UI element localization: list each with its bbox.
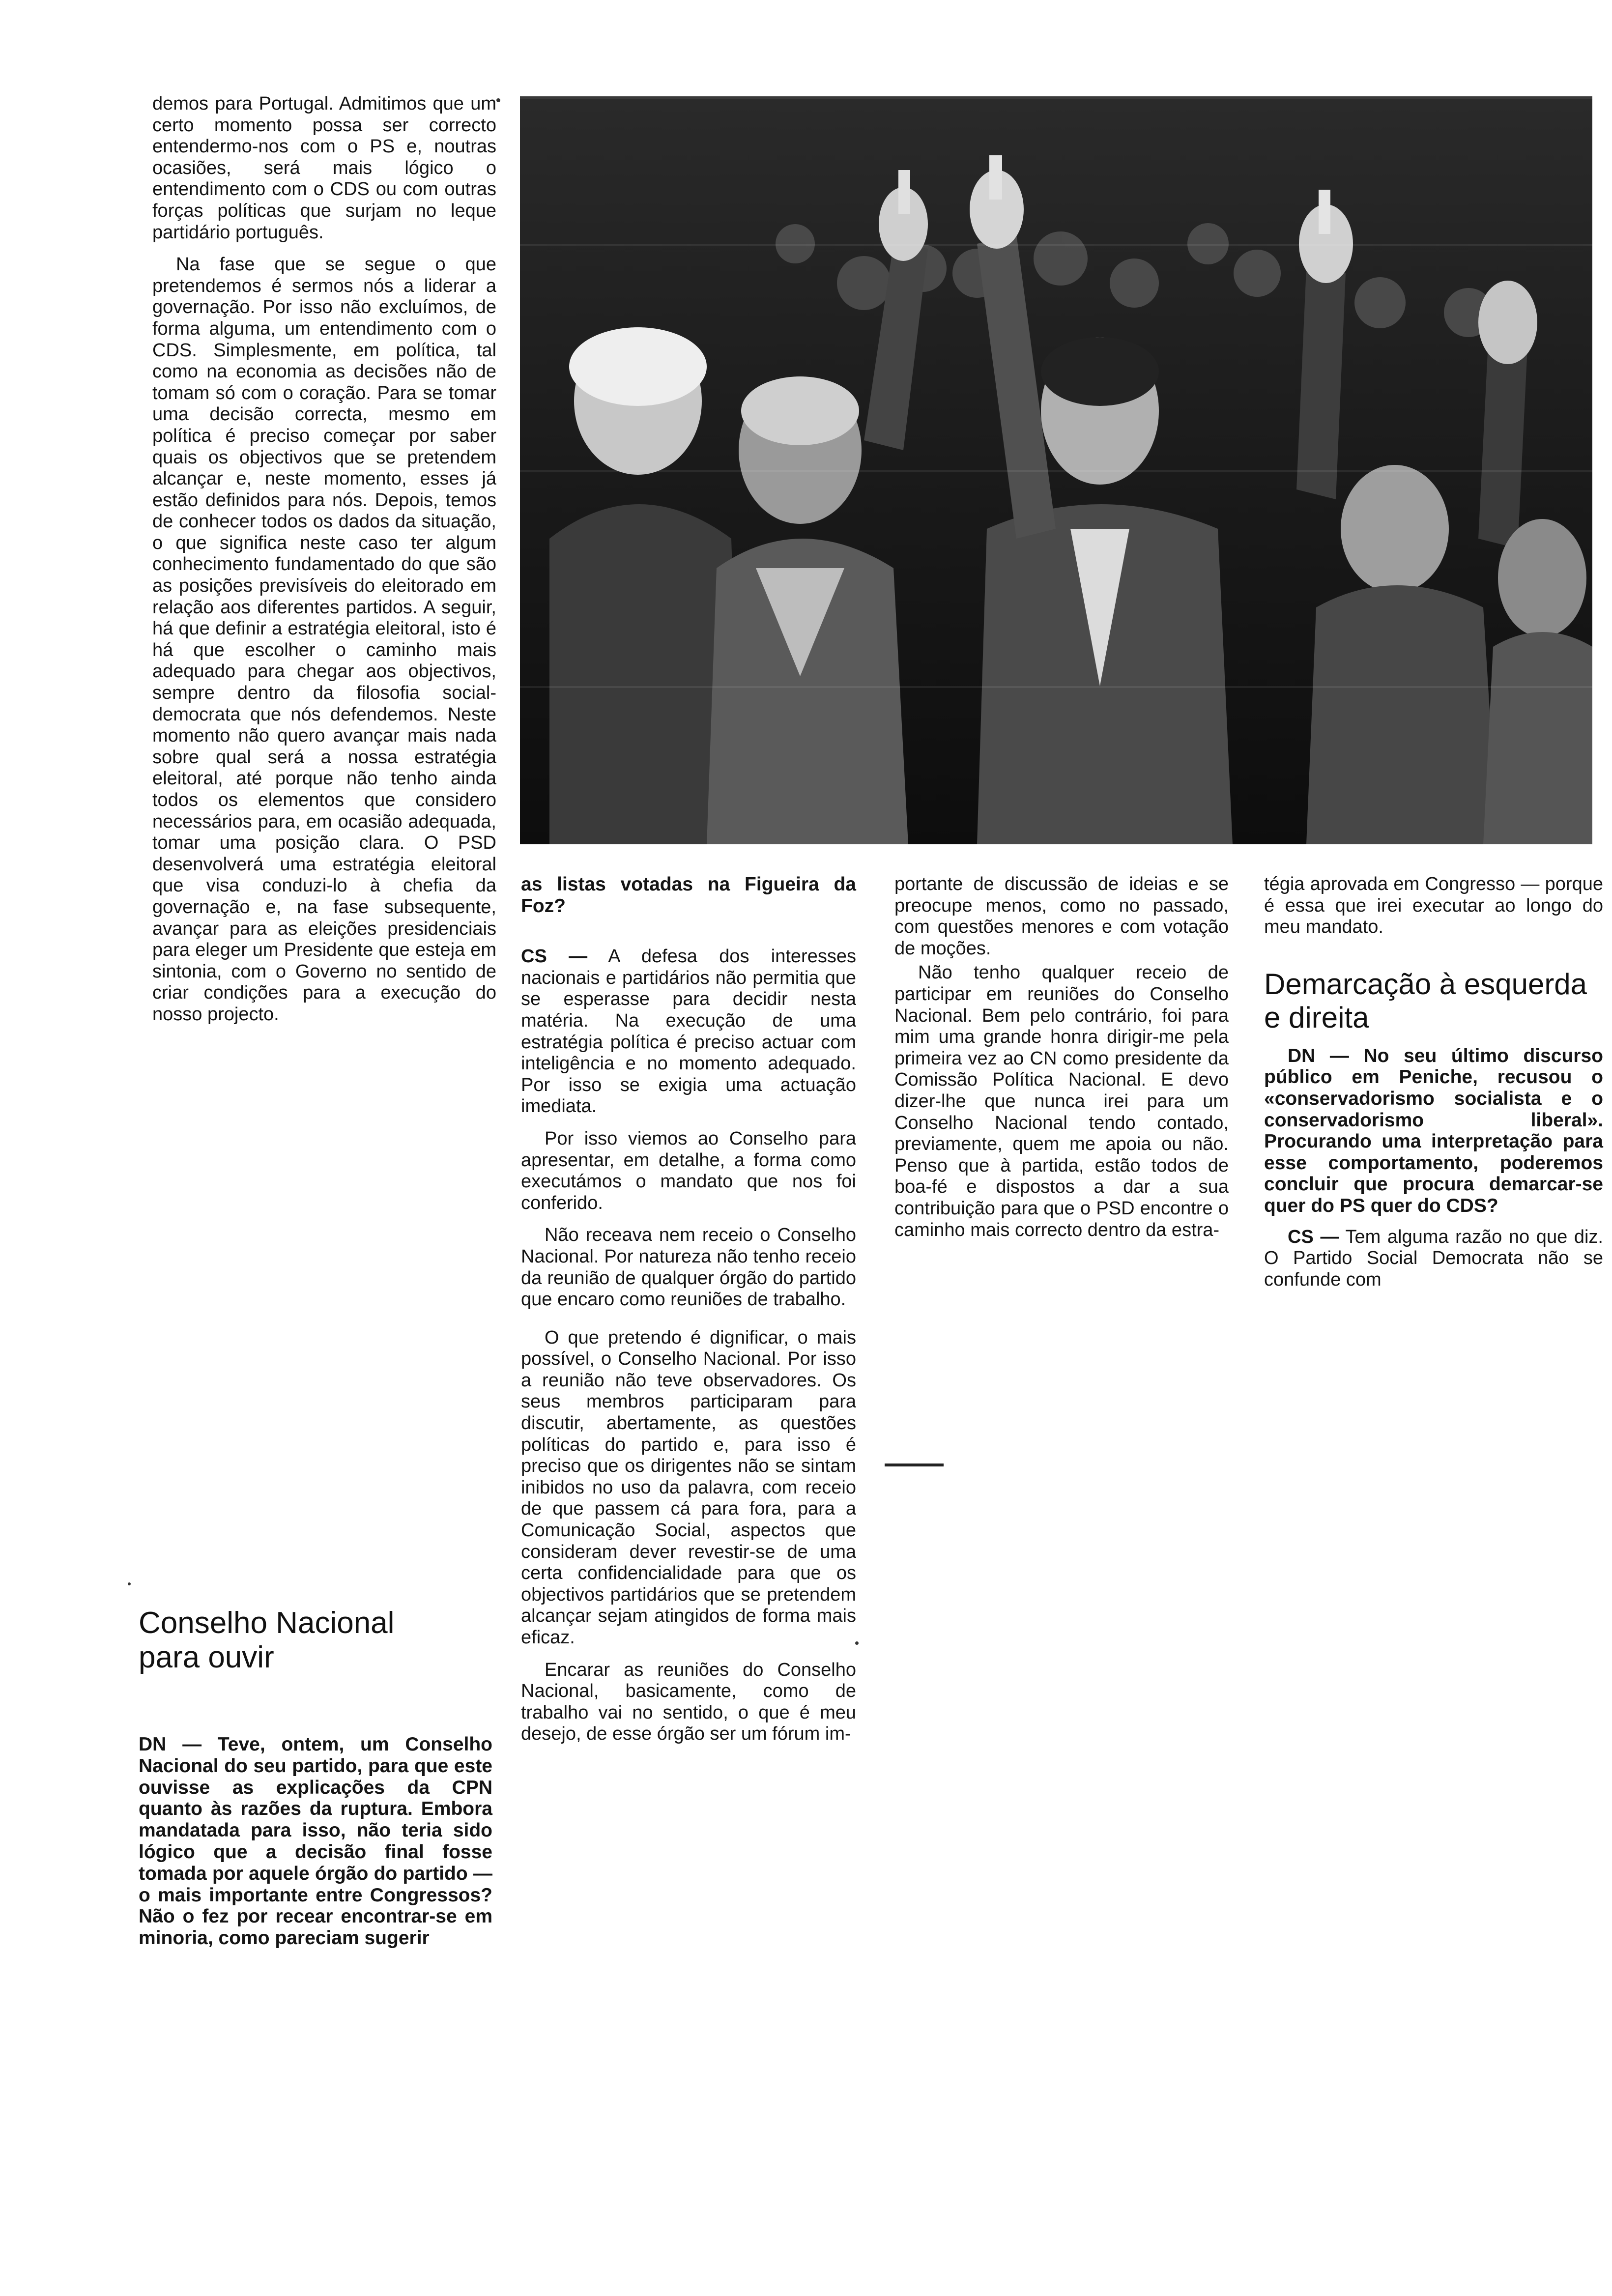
answer-lead: CS — bbox=[521, 946, 588, 967]
interview-answer bbox=[1264, 1227, 1603, 1291]
interview-answer bbox=[521, 946, 856, 1118]
article-paragraph: tégia aprovada em Congresso — porque é essa que irei executar ao longo do meu mandato. bbox=[1264, 874, 1603, 938]
article-paragraph: Na fase que se segue o que pretendemos é sermos nós a liderar a governação. Por isso não excluímos, de forma alguma, um entendimento com o CDS. Simplesmente, em política, tal como na economia as decisões não de tomam só com o coração. Para se tomar uma decisão correcta, mesmo em política é preciso começar por saber quais os objectivos que se pretendem alcançar e, neste momento, esses já estão definidos para nós. Depois, temos de conhecer todos os dados da situação, o que significa neste caso ter algum conhecimento fundamentado do que são as posições previsíveis do eleitorado em relação aos diferentes partidos. A seguir, há que definir a estratégia eleitoral, isto é há que escolher o caminho mais adequado para chegar aos objectivos, sempre dentro da filosofia social-democrata que nós defendemos. Neste momento não quero avançar mais nada sobre qual será a nossa estratégia eleitoral, até porque não tenho ainda todos os elementos que considero necessários para, em ocasião adequada, tomar uma posição clara. O PSD desenvolverá uma estratégia eleitoral que visa conduzi-lo à chefia da governação e, na fase subsequente, avançar para as eleições presidenciais para eleger um Presidente que esteja em sintonia, com o Governo no sentido de criar condições para a execução do nosso projecto. bbox=[152, 254, 496, 1025]
article-column-4 bbox=[1264, 874, 1603, 1291]
article-paragraph: demos para Portugal. Admitimos que um certo momento possa ser correcto entendermo-nos com o PS e, noutras ocasiões, será mais lógico o entendimento com o CDS ou com outras forças políticas que surjam no leque partidário português. bbox=[152, 93, 496, 243]
scan-speck bbox=[496, 98, 500, 102]
scan-speck bbox=[128, 1582, 131, 1585]
article-column-1 bbox=[152, 93, 496, 1026]
article-paragraph: O que pretendo é dignificar, o mais possível, o Conselho Nacional. Por isso a reunião não teve observadores. Os seus membros participaram para discutir, abertamente, as questões políticas do partido e, para isso é preciso que os dirigentes não se sintam inibidos no uso da palavra, com receio de que passem cá para fora, para a Comunicação Social, aspectos que consideram dever revestir-se de uma certa confidencialidade para que os objectivos partidários que se pretendem alcançar sejam atingidos de forma mais eficaz. bbox=[521, 1327, 856, 1648]
rally-photograph bbox=[520, 96, 1592, 844]
interview-question-end: as listas votadas na Figueira da Foz? bbox=[521, 874, 856, 917]
article-paragraph: Não receava nem receio o Conselho Nacional. Por natureza não tenho receio da reunião de qualquer órgão do partido que encaro como reuniões de trabalho. bbox=[521, 1225, 856, 1310]
answer-text: Tem alguma razão no que diz. O Partido Social Democrata não se confunde com bbox=[1264, 1226, 1603, 1290]
interview-question: DN — Teve, ontem, um Conselho Nacional do seu partido, para que este ouvisse as explicações da CPN quanto às razões da ruptura. Embora mandatada para isso, não teria sido lógico que a decisão final fosse tomada por aquele órgão do partido — o mais importante entre Congressos? Não o fez por recear encontrar-se em minoria, como pareciam sugerir bbox=[139, 1734, 492, 1949]
section-heading-demarcacao: Demarcação à esquerda e direita bbox=[1264, 967, 1587, 1034]
answer-text: A defesa dos interesses nacionais e partidários não permitia que se esperasse para decidir nesta matéria. Na execução de uma estratégia política é preciso actuar com inteligência e no momento adequado. Por isso se exigia uma actuação imediata. bbox=[521, 946, 856, 1117]
answer-lead: CS — bbox=[1288, 1226, 1339, 1247]
article-column-3 bbox=[894, 874, 1229, 1241]
article-paragraph: Não tenho qualquer receio de participar em reuniões do Conselho Nacional. Bem pelo contrário, foi para mim uma grande honra dirigir-me pela primeira vez ao CN como presidente da Comissão Política Nacional. E devo dizer-lhe que nunca irei para um Conselho Nacional tendo contado, previamente, quem me apoia ou não. Penso que à partida, estão todos de boa-fé e dispostos a dar a sua contribuição para que o PSD encontre o caminho mais correcto dentro da estra- bbox=[894, 962, 1229, 1240]
article-column-2 bbox=[521, 874, 856, 1745]
column-rule bbox=[885, 1464, 944, 1466]
article-paragraph: Encarar as reuniões do Conselho Nacional, basicamente, como de trabalho vai no sentido, o que é meu desejo, de esse órgão ser um fórum im- bbox=[521, 1659, 856, 1745]
section-heading-conselho: Conselho Nacional para ouvir bbox=[139, 1606, 395, 1674]
scan-speck bbox=[855, 1641, 859, 1645]
section-column-1 bbox=[139, 1606, 492, 1949]
article-paragraph: Por isso viemos ao Conselho para apresentar, em detalhe, a forma como executámos o mandato que nos foi conferido. bbox=[521, 1128, 856, 1213]
interview-question: DN — No seu último discurso público em Peniche, recusou o «conservadorismo socialista e o conservadorismo liberal». Procurando uma interpretação para esse comportamento, poderemos concluir que procura demarcar-se quer do PS quer do CDS? bbox=[1264, 1045, 1603, 1216]
article-paragraph: portante de discussão de ideias e se preocupe menos, como no passado, com questões menores e com votação de moções. bbox=[894, 874, 1229, 959]
